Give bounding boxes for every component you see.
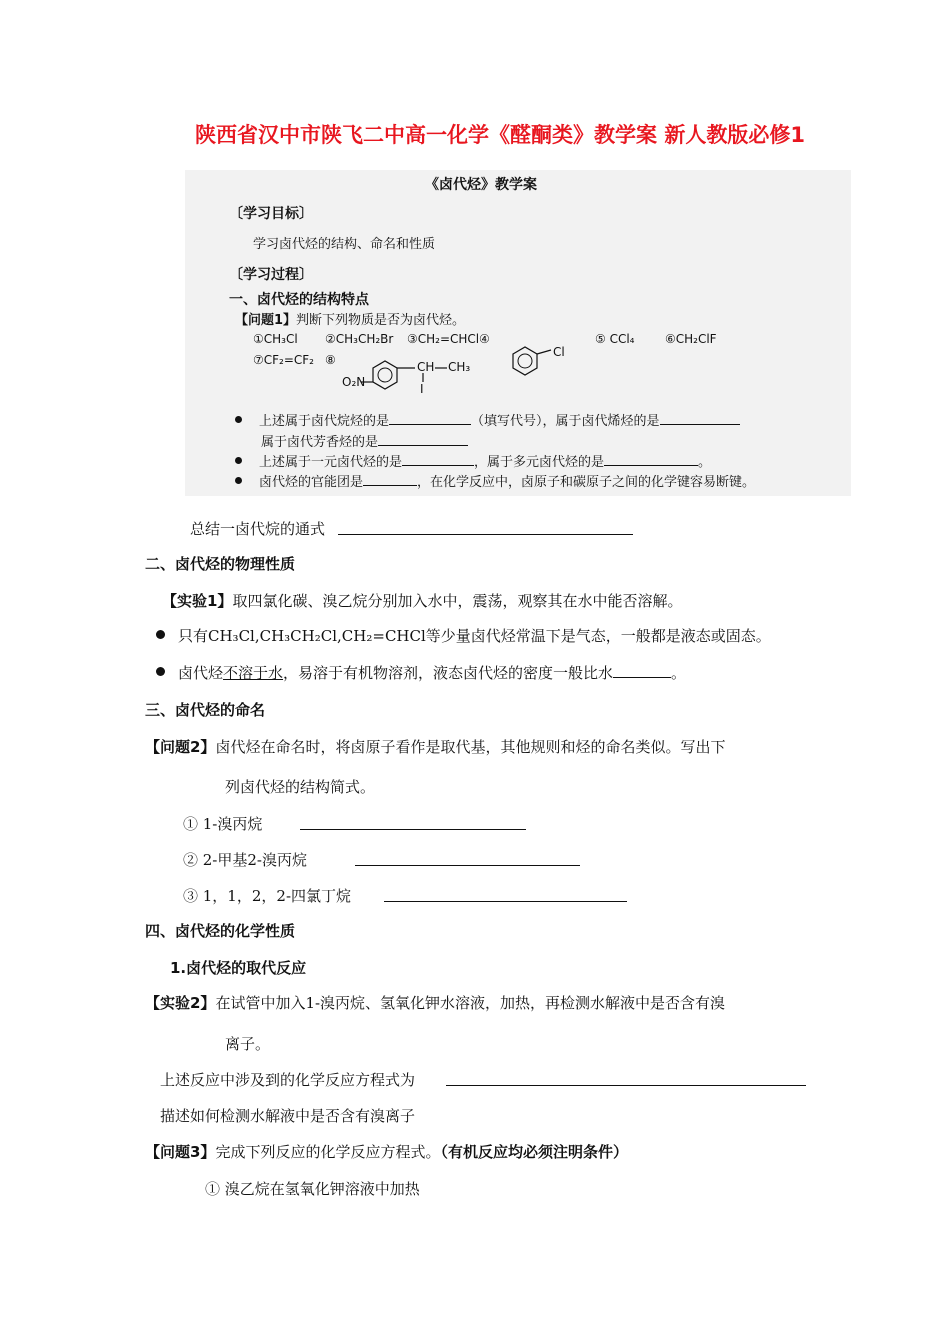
compound-4: ④: [479, 332, 490, 346]
struct-o2n: O₂N: [342, 375, 366, 389]
experiment-2-cont: 离子。: [225, 1035, 271, 1053]
scan-bullet-3: [235, 477, 242, 484]
scan-bullet-2: [235, 457, 242, 464]
goal-label: 〔学习目标〕: [229, 206, 313, 222]
scan-bullet-1-text: 上述属于卤代烷烃的是 （填写代号），属于卤代烯烃的是: [259, 410, 740, 429]
struct-cl: Cl: [553, 345, 565, 359]
bullet-1: [156, 630, 165, 639]
compound-6: ⑥CH₂ClF: [665, 332, 717, 346]
scan-heading: 《卤代烃》教学案: [425, 177, 537, 193]
question-2: 【问题2】卤代烃在命名时，将卤原子看作是取代基，其他规则和烃的命名类似。写出下: [145, 738, 726, 756]
compound-2: ②CH₃CH₂Br: [325, 332, 394, 346]
compound-5: ⑤ CCl₄: [595, 332, 635, 346]
scan-bullet-1: [235, 416, 242, 423]
experiment-1: 【实验1】取四氯化碳、溴乙烷分别加入水中，震荡，观察其在水中能否溶解。: [162, 592, 683, 610]
scan-bullet-2-text: 上述属于一元卤代烃的是 ，属于多元卤代烃的是 。: [259, 455, 712, 470]
section-3-heading: 三、卤代烃的命名: [145, 701, 266, 719]
reaction-1: ① 溴乙烷在氢氧化钾溶液中加热: [205, 1180, 420, 1198]
question-3: 【问题3】完成下列反应的化学反应方程式。（有机反应均必须注明条件）: [145, 1143, 628, 1161]
naming-1-blank[interactable]: [300, 829, 526, 830]
naming-2: ② 2-甲基2-溴丙烷: [183, 851, 307, 869]
q1-text: 判断下列物质是否为卤代烃。: [296, 313, 466, 328]
bullet-1-text: 只有CH₃Cl,CH₃CH₂Cl,CH₂=CHCl等少量卤代烃常温下是气态，一般都是液态或固态。: [178, 627, 771, 645]
naming-3-blank[interactable]: [384, 901, 627, 902]
experiment-2: 【实验2】在试管中加入1-溴丙烷、氢氧化钾水溶液，加热，再检测水解液中是否含有溴: [145, 994, 726, 1012]
compound-8: ⑧: [325, 353, 336, 367]
detect-prompt: 描述如何检测水解液中是否含有溴离子: [160, 1107, 416, 1125]
goal-text: 学习卤代烃的结构、命名和性质: [253, 237, 436, 252]
compound-1: ①CH₃Cl: [253, 332, 298, 346]
compound-3: ③CH₂=CHCl: [407, 332, 480, 346]
struct-ch3: CH₃: [448, 360, 471, 374]
scan-bullet-1-cont: 属于卤代芳香烃的是: [261, 431, 468, 450]
struct-ch: CH: [417, 360, 435, 374]
section-4-heading: 四、卤代烃的化学性质: [145, 922, 296, 940]
q1-label: 【问题1】: [235, 313, 297, 328]
section-1-heading: 一、卤代烃的结构特点: [229, 292, 369, 308]
bullet-2: [156, 667, 165, 676]
summary-line: 总结一卤代烷的通式: [190, 520, 326, 538]
naming-3: ③ 1，1，2，2-四氯丁烷: [183, 887, 352, 905]
section-2-heading: 二、卤代烃的物理性质: [145, 555, 296, 573]
naming-1: ① 1-溴丙烷: [183, 815, 263, 833]
equation-prompt: 上述反应中涉及到的化学反应方程式为: [160, 1071, 416, 1089]
document-title: 陕西省汉中市陕飞二中高一化学《醛酮类》教学案 新人教版必修1: [195, 123, 805, 147]
compound-7: ⑦CF₂=CF₂: [253, 353, 314, 367]
scan-bullet-3-text: 卤代烃的官能团是 ，在化学反应中，卤原子和碳原子之间的化学键容易断键。: [259, 475, 756, 490]
bullet-2-text: 卤代烃不溶于水，易溶于有机物溶剂，液态卤代烃的密度一般比水 。: [178, 664, 687, 682]
equation-blank[interactable]: [446, 1085, 806, 1086]
summary-answer-blank[interactable]: [338, 534, 633, 535]
question-2-cont: 列卤代烃的结构简式。: [225, 778, 376, 796]
subsection-1-heading: 1.卤代烃的取代反应: [170, 959, 307, 977]
scanned-worksheet-image: [185, 170, 851, 496]
process-label: 〔学习过程〕: [229, 267, 313, 283]
struct-iodine: I: [420, 382, 424, 396]
naming-2-blank[interactable]: [355, 865, 580, 866]
